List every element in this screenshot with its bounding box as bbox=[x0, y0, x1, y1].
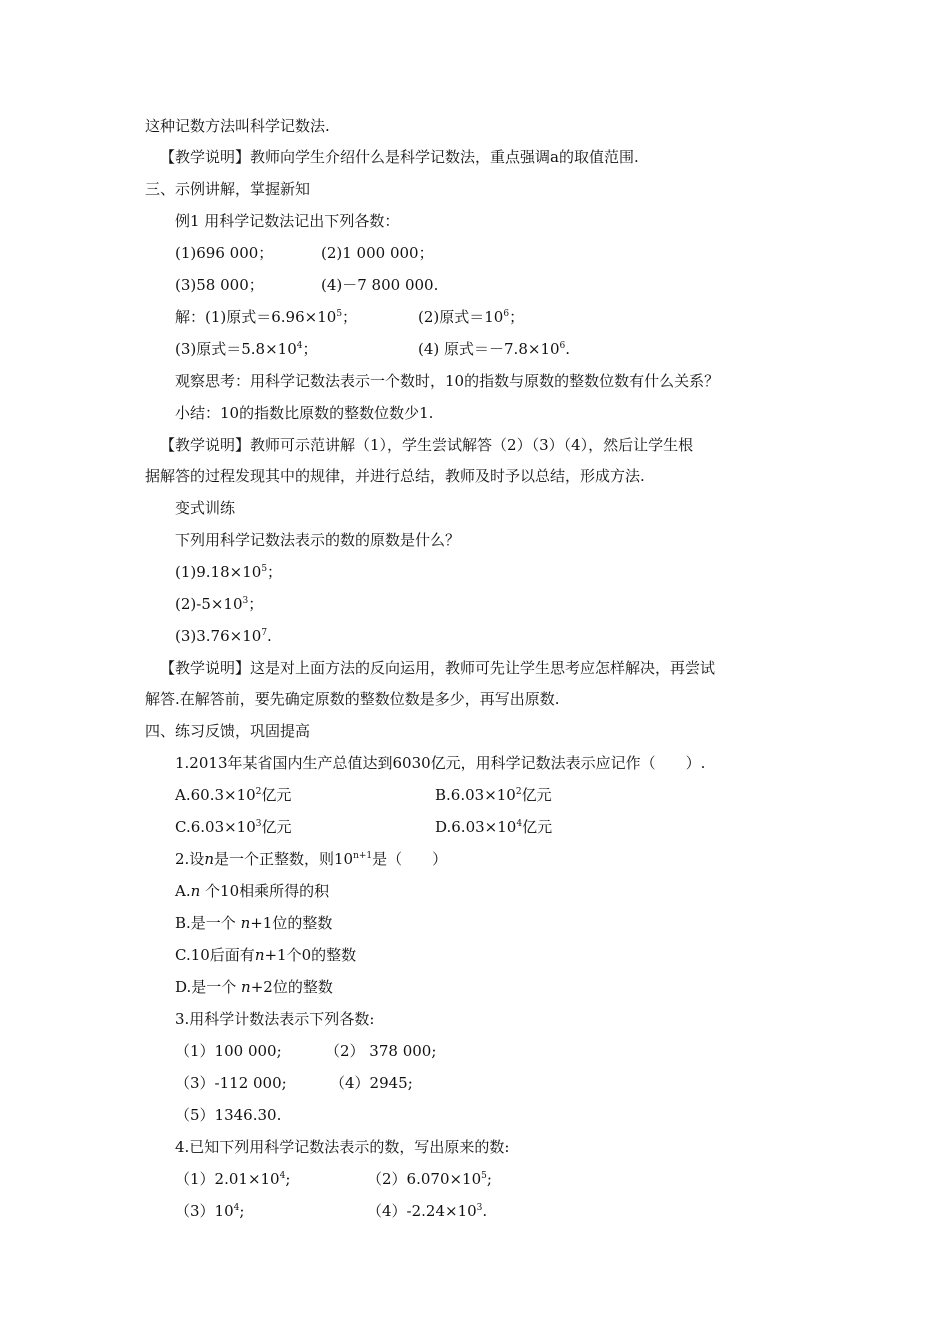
question-3-items-row-1 bbox=[175, 1041, 775, 1061]
question-4-item-4: $(4)-2.24\times 10^3$. bbox=[367, 1202, 488, 1220]
question-4-stem: 4.已知下列用科学记数法表示的数，写出原来的数: bbox=[175, 1138, 510, 1156]
teaching-note-1: 【教学说明】教师向学生介绍什么是科学记数法，重点强调a的取值范围. bbox=[160, 148, 639, 166]
example-1-solutions-row-2 bbox=[175, 339, 775, 359]
question-1-stem: 1.2013年某省国内生产总值达到6030亿元，用科学记数法表示应记作（ ）. bbox=[175, 754, 706, 772]
teaching-note-3-line-1: 【教学说明】这是对上面方法的反向运用，教师可先让学生思考应怎样解决，再尝试 bbox=[160, 659, 716, 677]
summary-text: 小结：10的指数比原数的整数位数少1. bbox=[175, 404, 434, 422]
question-3-stem: 3.用科学计数法表示下列各数: bbox=[175, 1010, 375, 1028]
variant-item-1: $(1)9.18\times 10^5$； bbox=[175, 563, 283, 581]
question-1-option-a: $A.60.3\times 10^2$亿元 bbox=[175, 786, 292, 804]
question-3-item-2: （2） 378 000; bbox=[325, 1042, 437, 1060]
question-2-option-b: B.是一个 n+1位的整数 bbox=[175, 914, 333, 932]
variant-item-3: $(3)3.76\times 10^7$. bbox=[175, 627, 272, 645]
example-1-item-1: (1)696 000； bbox=[175, 244, 274, 262]
teaching-note-3-line-2: 解答.在解答前，要先确定原数的整数位数是多少，再写出原数. bbox=[145, 690, 560, 708]
variant-training-title: 变式训练 bbox=[175, 499, 236, 517]
question-1-options-row-2 bbox=[175, 817, 775, 837]
question-4-item-2: $(2)6.070\times 10^5$; bbox=[367, 1170, 492, 1188]
solution-4: (4) 原式$=-7.8\times 10^6$. bbox=[418, 340, 571, 358]
question-2-option-d: D.是一个 n+2位的整数 bbox=[175, 978, 333, 996]
teaching-note-2-line-2: 据解答的过程发现其中的规律，并进行总结，教师及时予以总结，形成方法. bbox=[145, 467, 645, 485]
question-4-items-row-1 bbox=[175, 1169, 775, 1189]
example-1-item-2: (2)1 000 000； bbox=[321, 244, 434, 262]
question-1-option-c: $C.6.03\times 10^3$亿元 bbox=[175, 818, 292, 836]
question-4-item-1: $(1)2.01\times 10^4$; bbox=[175, 1170, 291, 1188]
teaching-note-2-line-1: 【教学说明】教师可示范讲解（1），学生尝试解答（2）（3）（4），然后让学生根 bbox=[160, 436, 694, 454]
question-3-items-row-2 bbox=[175, 1073, 775, 1093]
question-4-items-row-2 bbox=[175, 1201, 775, 1221]
section-4-heading: 四、练习反馈，巩固提高 bbox=[145, 722, 311, 740]
question-1-option-d: $D.6.03\times 10^4$亿元 bbox=[435, 818, 553, 836]
variant-item-2: $(2)-5\times 10^3$； bbox=[175, 595, 264, 613]
example-1-solutions-row-1 bbox=[175, 307, 775, 327]
question-2-stem: 2.设n是一个正整数，则$10^{n+1}$是（ ） bbox=[175, 850, 448, 868]
solution-2: (2)原式$=10^6$； bbox=[418, 308, 525, 326]
intro-text: 这种记数方法叫科学记数法. bbox=[145, 117, 330, 135]
example-1-items-row-1 bbox=[175, 243, 775, 263]
question-3-item-5: （5）1346.30. bbox=[175, 1106, 282, 1124]
solution-3: (3)原式$=5.8\times 10^4$； bbox=[175, 340, 318, 358]
variant-question: 下列用科学记数法表示的数的原数是什么？ bbox=[175, 531, 461, 549]
question-3-item-4: （4）2945; bbox=[330, 1074, 413, 1092]
question-4-item-3: $(3)10^4$; bbox=[175, 1202, 245, 1220]
solution-1: 解：(1)原式$=6.96\times 10^5$； bbox=[175, 308, 358, 326]
example-1-items-row-2 bbox=[175, 275, 775, 295]
section-3-heading: 三、示例讲解，掌握新知 bbox=[145, 180, 311, 198]
example-1-title: 例1 用科学记数法记出下列各数： bbox=[175, 212, 400, 230]
observe-question: 观察思考：用科学记数法表示一个数时，10的指数与原数的整数位数有什么关系？ bbox=[175, 372, 720, 390]
question-1-option-b: $B.6.03\times 10^2$亿元 bbox=[435, 786, 552, 804]
question-3-item-1: （1）100 000; bbox=[175, 1042, 282, 1060]
example-1-item-3: (3)58 000； bbox=[175, 276, 264, 294]
question-2-option-a: A.n 个10相乘所得的积 bbox=[175, 882, 330, 900]
example-1-item-4: (4)－7 800 000. bbox=[321, 276, 439, 294]
question-3-item-3: （3）-112 000; bbox=[175, 1074, 287, 1092]
question-2-option-c: C.10后面有n+1个0的整数 bbox=[175, 946, 357, 964]
question-1-options-row-1 bbox=[175, 785, 775, 805]
